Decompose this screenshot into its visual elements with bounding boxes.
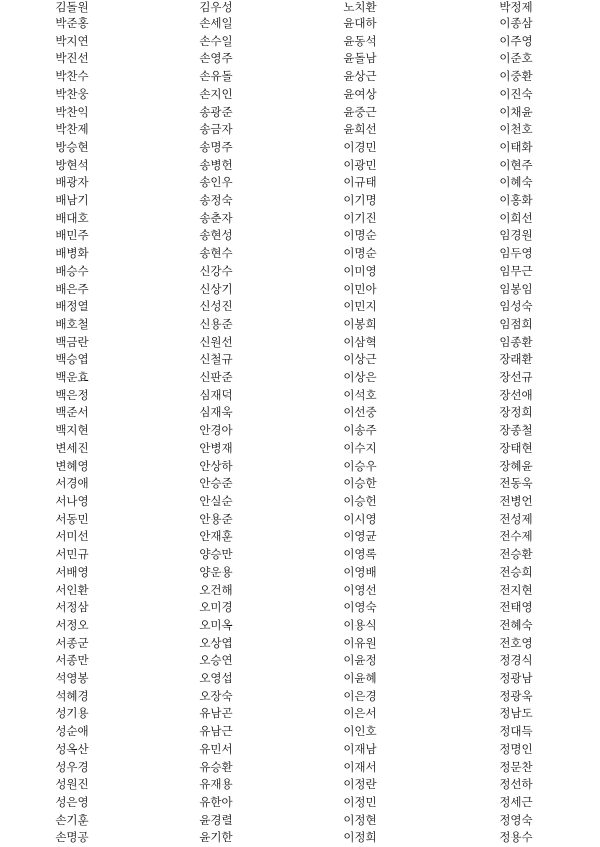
name-cell: 윤중근: [343, 104, 377, 119]
name-cell: 전성제: [499, 511, 533, 526]
name-cell: 전승희: [499, 564, 533, 579]
name-cell: 서나영: [55, 493, 89, 508]
table-row: [0, 723, 600, 741]
name-cell: 오건해: [199, 582, 233, 597]
name-cell: 임경원: [499, 228, 533, 243]
name-cell: 정세근: [499, 794, 533, 809]
name-cell: 손세일: [199, 16, 233, 30]
table-row: [0, 86, 600, 104]
table-row: [0, 263, 600, 281]
table-row: [0, 351, 600, 369]
name-cell: 오장숙: [199, 688, 233, 703]
name-cell: 안경아: [199, 423, 233, 438]
name-cell: 정선하: [499, 777, 533, 792]
table-row: [0, 794, 600, 812]
name-cell: 신강수: [199, 263, 233, 278]
name-cell: 석영봉: [55, 671, 89, 686]
name-cell: 노치환: [343, 0, 377, 14]
name-cell: 손지인: [199, 86, 233, 101]
name-cell: 송현성: [199, 228, 233, 243]
name-cell: 이선중: [343, 405, 377, 420]
table-row: [0, 369, 600, 387]
table-row: [0, 121, 600, 139]
name-cell: 이진숙: [499, 86, 533, 101]
name-cell: 변혜영: [55, 458, 89, 473]
name-cell: 오미옥: [199, 617, 233, 632]
name-cell: 박준홍: [55, 16, 89, 30]
name-cell: 성순애: [55, 724, 89, 739]
name-cell: 서동민: [55, 511, 89, 526]
table-row: [0, 33, 600, 51]
name-cell: 서종군: [55, 635, 89, 650]
name-cell: 방승현: [55, 139, 89, 154]
name-cell: 배승수: [55, 263, 89, 278]
name-cell: 이희선: [499, 210, 533, 225]
name-cell: 이봉희: [343, 316, 377, 331]
name-cell: 장선애: [499, 387, 533, 402]
name-cell: 손수일: [199, 33, 233, 48]
name-cell: 송금자: [199, 122, 233, 137]
name-cell: 서정삼: [55, 600, 89, 615]
table-row: [0, 334, 600, 352]
table-row: [0, 404, 600, 422]
name-cell: 이광민: [343, 157, 377, 172]
name-cell: 배대호: [55, 210, 89, 225]
table-row: [0, 546, 600, 564]
table-row: [0, 192, 600, 210]
name-cell: 배민주: [55, 228, 89, 243]
name-cell: 윤돌남: [343, 51, 377, 66]
name-cell: 정경식: [499, 653, 533, 668]
table-row: [0, 670, 600, 688]
name-cell: 성은영: [55, 794, 89, 809]
name-cell: 백은정: [55, 387, 89, 402]
name-cell: 윤희선: [343, 122, 377, 137]
table-row: [0, 582, 600, 600]
name-cell: 오영섭: [199, 671, 233, 686]
table-row: [0, 174, 600, 192]
name-cell: 변세진: [55, 440, 89, 455]
table-row: [0, 458, 600, 476]
name-cell: 배은주: [55, 281, 89, 296]
table-row: [0, 741, 600, 759]
name-cell: 백운효: [55, 370, 89, 385]
table-row: [0, 617, 600, 635]
name-cell: 서민규: [55, 547, 89, 562]
name-cell: 손명공: [55, 830, 89, 845]
name-cell: 이정란: [343, 777, 377, 792]
name-cell: 신성진: [199, 299, 233, 314]
name-cell: 이기진: [343, 210, 377, 225]
name-cell: 박진선: [55, 51, 89, 66]
name-cell: 양승만: [199, 547, 233, 562]
name-cell: 정영숙: [499, 812, 533, 827]
name-cell: 임무근: [499, 263, 533, 278]
name-cell: 윤대하: [343, 16, 377, 30]
name-cell: 이송주: [343, 423, 377, 438]
name-cell: 임종환: [499, 334, 533, 349]
name-cell: 이태화: [499, 139, 533, 154]
table-row: [0, 316, 600, 334]
name-cell: 송춘자: [199, 210, 233, 225]
name-cell: 이석호: [343, 387, 377, 402]
name-cell: 장선규: [499, 370, 533, 385]
name-cell: 성우경: [55, 759, 89, 774]
name-cell: 이정민: [343, 794, 377, 809]
name-cell: 이유원: [343, 635, 377, 650]
name-cell: 서인환: [55, 582, 89, 597]
name-cell: 유민서: [199, 741, 233, 756]
name-cell: 안승준: [199, 476, 233, 491]
name-cell: 유승환: [199, 759, 233, 774]
name-cell: 이영배: [343, 564, 377, 579]
name-cell: 이기명: [343, 193, 377, 208]
table-row: [0, 635, 600, 653]
name-cell: 이윤혜: [343, 671, 377, 686]
name-cell: 백승엽: [55, 352, 89, 367]
name-cell: 배남기: [55, 193, 89, 208]
name-cell: 양운용: [199, 564, 233, 579]
name-cell: 전병언: [499, 493, 533, 508]
table-row: [0, 528, 600, 546]
name-cell: 유한아: [199, 794, 233, 809]
name-cell: 손유돌: [199, 69, 233, 84]
name-cell: 손기훈: [55, 812, 89, 827]
name-cell: 전지현: [499, 582, 533, 597]
name-cell: 성원진: [55, 777, 89, 792]
table-row: [0, 759, 600, 777]
name-cell: 박정제: [499, 0, 533, 14]
name-cell: 이승우: [343, 458, 377, 473]
name-cell: 장종철: [499, 423, 533, 438]
table-row: [0, 387, 600, 405]
name-cell: 서정오: [55, 617, 89, 632]
table-row: [0, 210, 600, 228]
name-cell: 박찬익: [55, 104, 89, 119]
name-cell: 이은서: [343, 706, 377, 721]
name-cell: 배광자: [55, 175, 89, 190]
name-cell: 백금란: [55, 334, 89, 349]
table-row: [0, 812, 600, 830]
name-cell: 장태현: [499, 440, 533, 455]
name-cell: 서미선: [55, 529, 89, 544]
name-cell: 정용수: [499, 830, 533, 845]
name-cell: 오미경: [199, 600, 233, 615]
name-cell: 장혜윤: [499, 458, 533, 473]
name-cell: 정대득: [499, 724, 533, 739]
name-cell: 장래환: [499, 352, 533, 367]
table-row: [0, 688, 600, 706]
name-cell: 서종만: [55, 653, 89, 668]
name-cell: 송명주: [199, 139, 233, 154]
name-cell: 이채윤: [499, 104, 533, 119]
name-cell: 심재욱: [199, 405, 233, 420]
name-cell: 이윤정: [343, 653, 377, 668]
table-row: [0, 104, 600, 122]
name-cell: 신상기: [199, 281, 233, 296]
table-row: [0, 281, 600, 299]
name-cell: 김우성: [199, 0, 233, 14]
name-cell: 안재훈: [199, 529, 233, 544]
name-cell: 이상은: [343, 370, 377, 385]
name-cell: 이천호: [499, 122, 533, 137]
table-row: [0, 0, 600, 15]
name-cell: 이규태: [343, 175, 377, 190]
name-cell: 방현석: [55, 157, 89, 172]
table-row: [0, 245, 600, 263]
table-row: [0, 493, 600, 511]
name-cell: 이미영: [343, 263, 377, 278]
name-cell: 신철규: [199, 352, 233, 367]
name-cell: 이종삼: [499, 16, 533, 30]
name-cell: 전동욱: [499, 476, 533, 491]
name-cell: 백준서: [55, 405, 89, 420]
name-cell: 정광욱: [499, 688, 533, 703]
name-cell: 손영주: [199, 51, 233, 66]
name-cell: 정광남: [499, 671, 533, 686]
name-cell: 이민지: [343, 299, 377, 314]
name-cell: 이중환: [499, 69, 533, 84]
name-cell: 정문찬: [499, 759, 533, 774]
name-cell: 이용식: [343, 617, 377, 632]
name-cell: 이상근: [343, 352, 377, 367]
name-cell: 이민아: [343, 281, 377, 296]
name-cell: 안병재: [199, 440, 233, 455]
name-cell: 임두영: [499, 246, 533, 261]
name-cell: 이명순: [343, 246, 377, 261]
name-cell: 이수지: [343, 440, 377, 455]
name-cell: 백지현: [55, 423, 89, 438]
table-row: [0, 652, 600, 670]
name-cell: 이삼혁: [343, 334, 377, 349]
name-cell: 임봉임: [499, 281, 533, 296]
name-cell: 서배영: [55, 564, 89, 579]
name-cell: 송현수: [199, 246, 233, 261]
name-cell: 배병화: [55, 246, 89, 261]
name-cell: 송광준: [199, 104, 233, 119]
name-cell: 오승연: [199, 653, 233, 668]
name-cell: 배정열: [55, 299, 89, 314]
table-row: [0, 422, 600, 440]
name-cell: 박찬제: [55, 122, 89, 137]
name-cell: 장정희: [499, 405, 533, 420]
name-cell: 이재서: [343, 759, 377, 774]
name-cell: 신판준: [199, 370, 233, 385]
table-row: [0, 511, 600, 529]
table-row: [0, 564, 600, 582]
name-cell: 신용준: [199, 316, 233, 331]
table-row: [0, 705, 600, 723]
name-cell: 배호철: [55, 316, 89, 331]
name-cell: 안용준: [199, 511, 233, 526]
name-cell: 임성숙: [499, 299, 533, 314]
name-cell: 정명인: [499, 741, 533, 756]
name-cell: 성기용: [55, 706, 89, 721]
name-cell: 이영선: [343, 582, 377, 597]
name-cell: 이명순: [343, 228, 377, 243]
table-row: [0, 15, 600, 33]
table-row: [0, 157, 600, 175]
name-cell: 이영숙: [343, 600, 377, 615]
table-row: [0, 227, 600, 245]
name-cell: 윤기한: [199, 830, 233, 845]
name-cell: 송인우: [199, 175, 233, 190]
name-cell: 송병헌: [199, 157, 233, 172]
table-row: [0, 475, 600, 493]
name-cell: 이승한: [343, 476, 377, 491]
name-cell: 박지연: [55, 33, 89, 48]
name-cell: 서경애: [55, 476, 89, 491]
table-row: [0, 68, 600, 86]
name-cell: 전승환: [499, 547, 533, 562]
name-cell: 안실순: [199, 493, 233, 508]
table-row: [0, 599, 600, 617]
name-cell: 안상하: [199, 458, 233, 473]
name-cell: 이은경: [343, 688, 377, 703]
name-cell: 전혜숙: [499, 617, 533, 632]
name-cell: 이승헌: [343, 493, 377, 508]
table-row: [0, 776, 600, 794]
name-cell: 임점희: [499, 316, 533, 331]
table-row: [0, 440, 600, 458]
name-cell: 심재덕: [199, 387, 233, 402]
name-cell: 오상엽: [199, 635, 233, 650]
name-cell: 이준호: [499, 51, 533, 66]
name-cell: 유재용: [199, 777, 233, 792]
name-cell: 유남곤: [199, 706, 233, 721]
name-cell: 김돌원: [55, 0, 89, 14]
name-cell: 석혜경: [55, 688, 89, 703]
name-cell: 윤경렬: [199, 812, 233, 827]
name-cell: 송정숙: [199, 193, 233, 208]
name-cell: 정남도: [499, 706, 533, 721]
name-cell: 신원선: [199, 334, 233, 349]
name-cell: 윤여상: [343, 86, 377, 101]
name-cell: 이영균: [343, 529, 377, 544]
name-cell: 이정희: [343, 830, 377, 845]
name-cell: 전태영: [499, 600, 533, 615]
name-cell: 윤동석: [343, 33, 377, 48]
name-cell: 이주영: [499, 33, 533, 48]
table-row: [0, 50, 600, 68]
name-cell: 윤상근: [343, 69, 377, 84]
table-row: [0, 829, 600, 847]
table-row: [0, 298, 600, 316]
name-cell: 이홍화: [499, 193, 533, 208]
name-cell: 유남근: [199, 724, 233, 739]
table-row: [0, 139, 600, 157]
name-cell: 이경민: [343, 139, 377, 154]
name-cell: 이재남: [343, 741, 377, 756]
name-cell: 이시영: [343, 511, 377, 526]
name-cell: 전호영: [499, 635, 533, 650]
name-cell: 이인호: [343, 724, 377, 739]
name-cell: 이혜숙: [499, 175, 533, 190]
name-cell: 전수제: [499, 529, 533, 544]
name-cell: 이정현: [343, 812, 377, 827]
name-cell: 이영록: [343, 547, 377, 562]
name-cell: 박찬수: [55, 69, 89, 84]
name-cell: 박찬웅: [55, 86, 89, 101]
name-cell: 성옥산: [55, 741, 89, 756]
name-cell: 이현주: [499, 157, 533, 172]
